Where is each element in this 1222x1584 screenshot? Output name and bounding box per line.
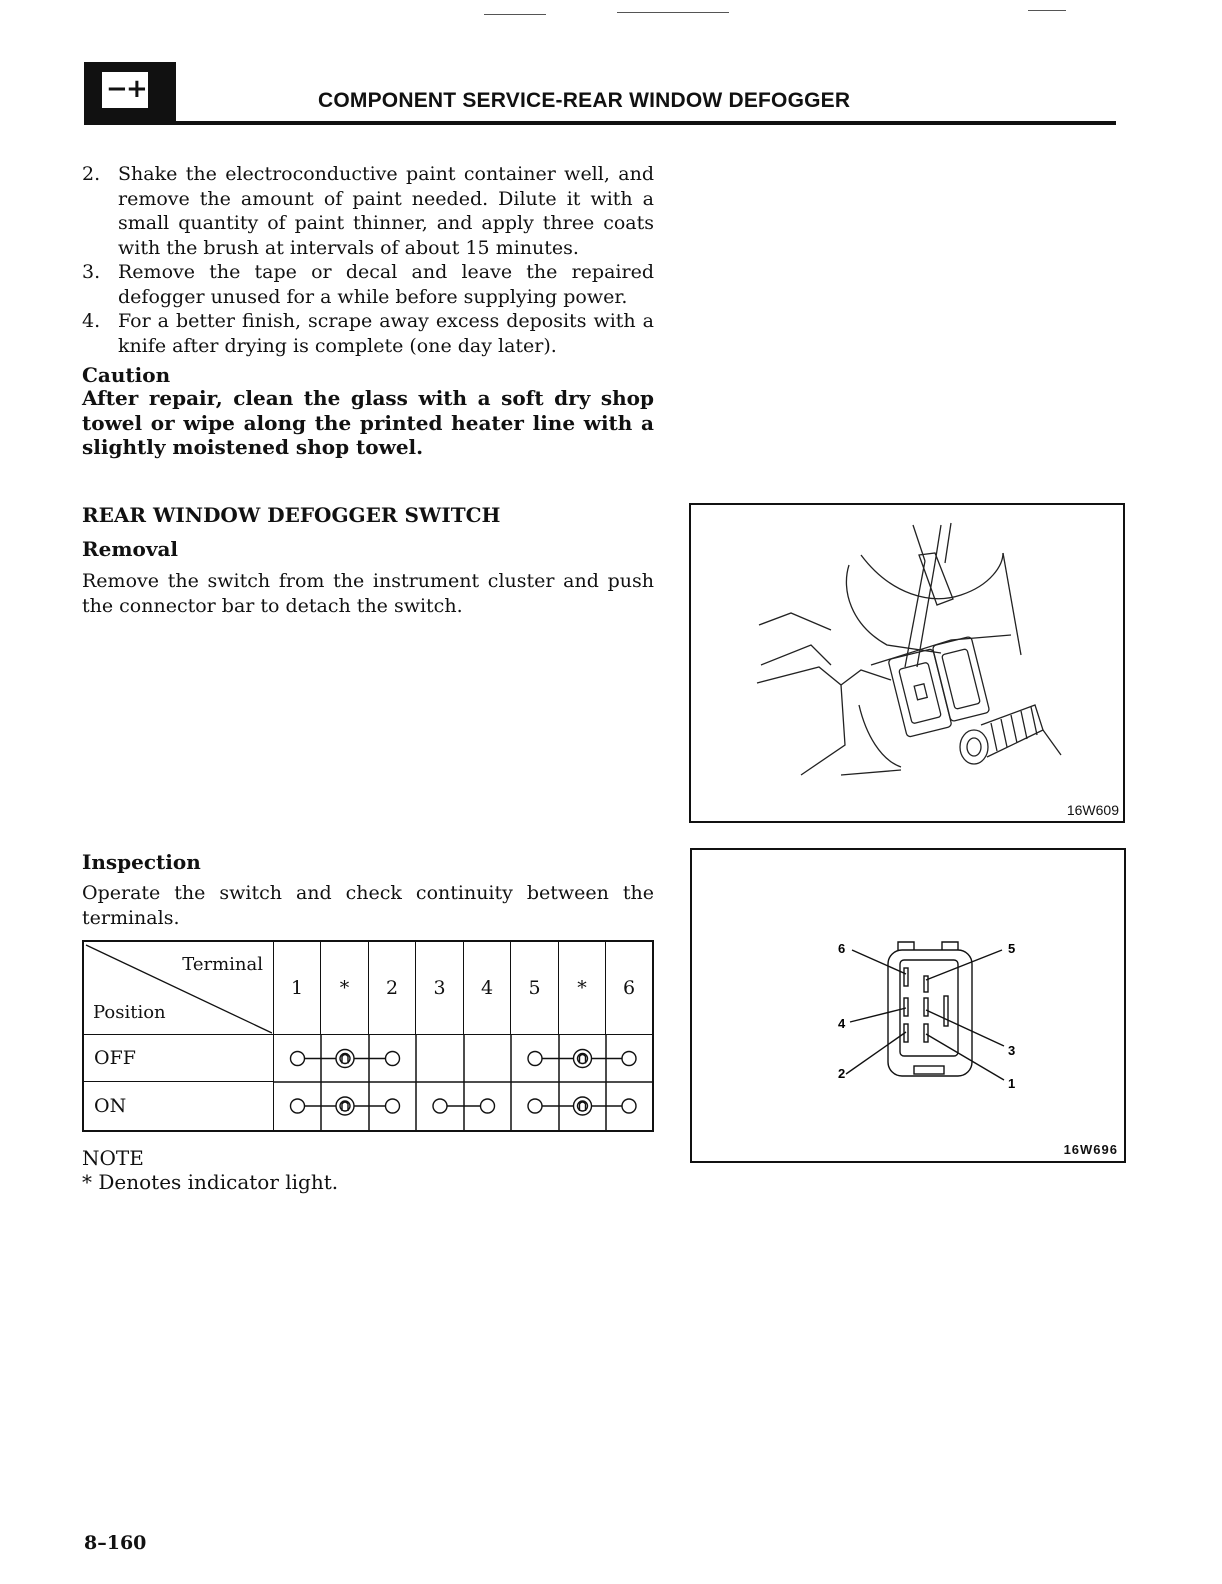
battery-icon: [84, 62, 176, 124]
inspection-heading: Inspection: [82, 850, 201, 874]
caution-text: After repair, clean the glass with a soft dry shop towel or wipe along the printed heater line with a slightly moistened shop towel.: [82, 386, 654, 459]
page-number: 8–160: [84, 1532, 147, 1554]
section-title: REAR WINDOW DEFOGGER SWITCH: [82, 503, 501, 527]
continuity-grid: [274, 1035, 652, 1130]
terminal-circle: [528, 1099, 542, 1113]
step-item: [82, 309, 654, 358]
continuity-table: [82, 940, 654, 1132]
corner-terminal-label: Terminal: [182, 954, 263, 975]
pin-label-5: 5: [1008, 941, 1016, 956]
step-number: 4.: [82, 310, 101, 332]
battery-plus-sign: +: [126, 74, 148, 104]
step-number: 3.: [82, 261, 101, 283]
step-item: [82, 162, 654, 260]
step-text: Remove the tape or decal and leave the repaired defogger unused for a while before supplying power.: [118, 261, 654, 308]
column-header: 2: [369, 942, 416, 1035]
header-rule: [84, 121, 1116, 125]
column-header: 4: [464, 942, 511, 1035]
pin-label-3: 3: [1008, 1043, 1016, 1058]
removal-heading: Removal: [82, 537, 179, 561]
battery-minus-sign: −: [106, 74, 128, 104]
page-header-title: COMPONENT SERVICE-REAR WINDOW DEFOGGER: [318, 89, 851, 112]
column-header: *: [559, 942, 606, 1035]
figure-code: 16W696: [1063, 1142, 1118, 1157]
terminal-circle: [386, 1052, 400, 1066]
terminal-circle: [291, 1099, 305, 1113]
caution-heading: Caution: [82, 363, 171, 387]
pin-label-6: 6: [838, 941, 846, 956]
terminal-circle: [481, 1099, 495, 1113]
terminal-circle: [433, 1099, 447, 1113]
indicator-light-symbol: [336, 1050, 354, 1068]
note-text: * Denotes indicator light.: [82, 1170, 339, 1194]
terminal-circle: [622, 1052, 636, 1066]
column-header: 3: [416, 942, 464, 1035]
column-header: *: [321, 942, 369, 1035]
pin-label-1: 1: [1008, 1076, 1016, 1091]
figure-code: 16W609: [1066, 802, 1119, 818]
step-number: 2.: [82, 163, 101, 185]
connector-terminal-figure: [690, 848, 1126, 1163]
switch-removal-illustration: [691, 505, 1123, 821]
indicator-light-symbol: [336, 1097, 354, 1115]
pin-label-2: 2: [838, 1066, 846, 1081]
terminal-circle: [291, 1052, 305, 1066]
connector-terminal-diagram: [692, 850, 1124, 1161]
terminal-circle: [386, 1099, 400, 1113]
terminal-circle: [528, 1052, 542, 1066]
note-heading: NOTE: [82, 1146, 144, 1170]
row-label-on: ON: [84, 1082, 274, 1130]
row-label-off: OFF: [84, 1035, 274, 1082]
step-text: Shake the electroconductive paint container well, and remove the amount of paint needed. Dilute it with a small quantity of paint thinner, and apply three coats with the brush at intervals of about 15 minutes.: [118, 163, 654, 259]
procedure-steps: [82, 162, 654, 358]
indicator-light-symbol: [574, 1097, 592, 1115]
pin-label-4: 4: [838, 1016, 846, 1031]
inspection-text: Operate the switch and check continuity between the terminals.: [82, 882, 654, 929]
column-header: 5: [511, 942, 559, 1035]
switch-removal-figure: [689, 503, 1125, 823]
table-corner-cell: [84, 942, 274, 1035]
removal-text: Remove the switch from the instrument cluster and push the connector bar to detach the switch.: [82, 570, 654, 617]
step-text: For a better finish, scrape away excess deposits with a knife after drying is complete (one day later).: [118, 310, 654, 357]
indicator-light-symbol: [574, 1050, 592, 1068]
corner-position-label: Position: [93, 1002, 166, 1023]
terminal-circle: [622, 1099, 636, 1113]
step-item: [82, 260, 654, 309]
column-header: 1: [274, 942, 321, 1035]
column-header: 6: [606, 942, 652, 1035]
